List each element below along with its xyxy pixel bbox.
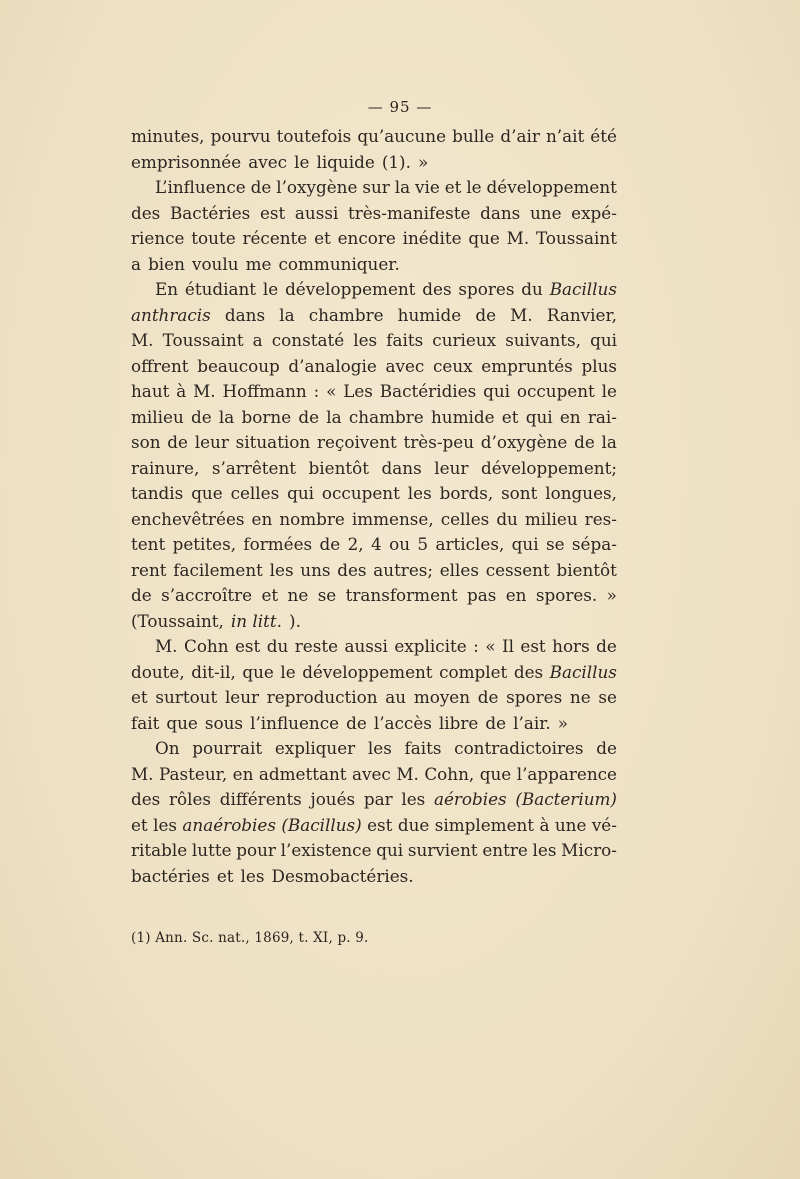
word: de bbox=[596, 636, 617, 656]
word: tandis bbox=[131, 483, 184, 503]
word: qui bbox=[511, 534, 539, 554]
word: une bbox=[554, 814, 587, 835]
word: qui bbox=[483, 381, 510, 401]
word: inédite bbox=[402, 228, 462, 248]
word: doute, bbox=[131, 661, 185, 682]
word: contradictoires bbox=[454, 738, 584, 758]
word: rôles bbox=[168, 789, 212, 809]
word: et bbox=[314, 228, 331, 248]
text-line bbox=[131, 738, 617, 764]
word: libre bbox=[438, 712, 479, 733]
word: spores bbox=[458, 279, 515, 299]
word: in litt. bbox=[230, 610, 282, 631]
word: bientôt bbox=[556, 559, 617, 580]
word: articles, bbox=[435, 534, 505, 554]
word: immense, bbox=[351, 508, 434, 529]
word: de bbox=[250, 177, 272, 197]
word: leur bbox=[224, 687, 260, 707]
page-number: — 95 — bbox=[367, 98, 433, 116]
word: On bbox=[155, 738, 180, 758]
word: Il bbox=[501, 636, 514, 656]
text-line bbox=[131, 177, 617, 203]
text-line bbox=[131, 687, 617, 713]
word: res- bbox=[584, 508, 617, 529]
word: bords, bbox=[439, 483, 494, 503]
word: ceux bbox=[433, 355, 473, 376]
word: fait bbox=[131, 712, 160, 733]
word: chambre bbox=[308, 304, 384, 325]
word: 2, bbox=[347, 534, 364, 554]
word: haut bbox=[131, 381, 170, 401]
word: très-manifeste bbox=[347, 202, 471, 223]
word: Hoffmann bbox=[222, 381, 307, 401]
text-line bbox=[131, 228, 617, 254]
word: explicite bbox=[394, 636, 467, 656]
word: étudiant bbox=[184, 279, 257, 299]
word: les bbox=[269, 559, 294, 580]
text-line bbox=[131, 407, 617, 433]
word: ne bbox=[569, 687, 591, 707]
word: ritable bbox=[131, 840, 188, 860]
word: M. bbox=[193, 381, 216, 401]
word: de bbox=[191, 406, 212, 427]
word: enchevêtrées bbox=[131, 508, 245, 529]
word: et bbox=[501, 406, 519, 427]
word: surtout bbox=[155, 687, 218, 707]
word: dans bbox=[381, 457, 422, 478]
word: M. bbox=[131, 763, 154, 784]
word: Desmobactéries. bbox=[271, 865, 414, 886]
word: développement bbox=[285, 279, 416, 299]
word: des bbox=[513, 661, 544, 682]
word: reste bbox=[294, 636, 339, 656]
word: pourrait bbox=[192, 738, 263, 758]
word: Bacillus bbox=[549, 279, 617, 299]
word: me bbox=[245, 253, 272, 274]
word: s’arrêtent bbox=[211, 457, 296, 478]
word: Bactéridies bbox=[379, 381, 477, 401]
word: spores. bbox=[535, 585, 598, 605]
text-line bbox=[131, 483, 617, 509]
word: qui bbox=[376, 840, 404, 860]
word: avec bbox=[385, 355, 425, 376]
word: à bbox=[539, 814, 550, 835]
word: occupent bbox=[516, 381, 595, 401]
word: anthracis bbox=[131, 304, 211, 325]
word: En bbox=[155, 279, 179, 299]
word: joués bbox=[310, 789, 356, 809]
text-line bbox=[131, 713, 617, 739]
word: se bbox=[317, 585, 337, 605]
word: à bbox=[176, 381, 187, 401]
word: en bbox=[251, 508, 273, 529]
word: de bbox=[131, 585, 152, 605]
word: M. bbox=[506, 228, 530, 248]
text-line bbox=[131, 840, 617, 866]
word: » bbox=[606, 585, 617, 605]
text-line bbox=[131, 764, 617, 790]
text-line bbox=[131, 534, 617, 560]
word: du bbox=[521, 279, 543, 299]
word: des bbox=[422, 279, 452, 299]
word: n’ait bbox=[545, 126, 585, 146]
word: l’air. bbox=[513, 712, 551, 733]
word: offrent bbox=[131, 355, 189, 376]
word: M. bbox=[396, 763, 419, 784]
text-line bbox=[131, 381, 617, 407]
text-line bbox=[131, 356, 617, 382]
word: des bbox=[131, 202, 161, 223]
word: que bbox=[166, 712, 198, 733]
word: plus bbox=[581, 355, 617, 376]
word: Pasteur, bbox=[159, 763, 228, 784]
text-line bbox=[131, 432, 617, 458]
word: les bbox=[367, 738, 392, 758]
word: ne bbox=[287, 585, 309, 605]
word: est bbox=[235, 636, 261, 656]
word: occupent bbox=[321, 483, 400, 503]
word: de bbox=[319, 534, 341, 554]
word: de bbox=[475, 304, 497, 325]
word: communiquer. bbox=[278, 253, 400, 274]
word: L’influence bbox=[155, 177, 246, 197]
word: que bbox=[468, 228, 500, 248]
word: le bbox=[280, 661, 296, 682]
word: et bbox=[216, 865, 234, 886]
word: chambre bbox=[348, 406, 424, 427]
word: l’accès bbox=[373, 712, 432, 733]
word: la bbox=[218, 406, 235, 427]
text-line bbox=[131, 662, 617, 688]
word: vé- bbox=[591, 814, 617, 835]
word: sur bbox=[362, 177, 390, 197]
word: par bbox=[363, 789, 393, 809]
word: l’existence bbox=[280, 840, 372, 860]
word: faits bbox=[404, 738, 442, 758]
word: admettant bbox=[258, 763, 347, 784]
word: due bbox=[397, 814, 430, 835]
word: en bbox=[559, 406, 581, 427]
word: les bbox=[401, 789, 426, 809]
word: bulle bbox=[452, 126, 495, 146]
word: la bbox=[601, 432, 617, 452]
word: la bbox=[394, 177, 411, 197]
word: est bbox=[259, 202, 286, 223]
text-line bbox=[131, 585, 617, 611]
word: et bbox=[261, 585, 279, 605]
word: situation bbox=[235, 432, 311, 452]
word: leur bbox=[194, 432, 229, 452]
text-line bbox=[131, 789, 617, 815]
word: milieu bbox=[524, 508, 578, 529]
word: développement bbox=[302, 661, 433, 682]
text-line bbox=[131, 152, 617, 178]
word: humide bbox=[430, 406, 495, 427]
text-line bbox=[131, 203, 617, 229]
word: ou bbox=[389, 534, 411, 554]
word: a bbox=[131, 253, 142, 274]
word: une bbox=[529, 202, 562, 223]
word: anaérobies bbox=[182, 814, 276, 835]
word: développement bbox=[486, 177, 617, 197]
word: rai- bbox=[587, 406, 617, 427]
word: est bbox=[520, 636, 546, 656]
word: que bbox=[191, 483, 223, 503]
text-line bbox=[131, 815, 617, 841]
word: borne bbox=[241, 406, 292, 427]
word: moyen bbox=[413, 687, 471, 707]
text-line bbox=[131, 636, 617, 662]
text-line bbox=[131, 458, 617, 484]
word: reçoivent bbox=[316, 432, 397, 452]
word: rience bbox=[131, 228, 185, 248]
word: et bbox=[444, 177, 462, 197]
word: nombre bbox=[279, 508, 345, 529]
word: Bacillus bbox=[549, 661, 617, 682]
word: de bbox=[346, 712, 367, 733]
word: avec bbox=[248, 151, 288, 172]
text-line bbox=[131, 509, 617, 535]
word: beaucoup bbox=[197, 355, 280, 376]
word: aussi bbox=[294, 202, 339, 223]
word: dans bbox=[224, 304, 266, 325]
word: M. bbox=[510, 304, 533, 325]
word: Micro- bbox=[561, 840, 617, 860]
word: ). bbox=[289, 610, 301, 631]
word: « bbox=[485, 636, 496, 656]
word: se bbox=[545, 534, 565, 554]
word: 5 bbox=[417, 534, 429, 554]
word: les bbox=[240, 865, 265, 886]
word: celles bbox=[440, 508, 490, 529]
word: les bbox=[407, 483, 432, 503]
word: M. bbox=[155, 636, 178, 656]
word: bien bbox=[148, 253, 185, 274]
word: faits bbox=[386, 330, 424, 350]
text-line bbox=[131, 254, 617, 280]
word: suivants, bbox=[505, 330, 581, 350]
word: sont bbox=[501, 483, 538, 503]
word: des bbox=[337, 559, 367, 580]
word: la bbox=[326, 406, 342, 427]
word: du bbox=[266, 636, 289, 656]
word: que bbox=[479, 763, 512, 784]
word: qui bbox=[287, 483, 315, 503]
word: liquide bbox=[316, 151, 375, 172]
word: Toussaint bbox=[536, 228, 617, 248]
word: été bbox=[590, 126, 617, 146]
word: Cohn, bbox=[424, 763, 475, 784]
word: en bbox=[505, 585, 527, 605]
word: uns bbox=[300, 559, 331, 580]
word: Toussaint bbox=[162, 330, 244, 350]
word: que bbox=[242, 661, 274, 682]
word: toute bbox=[191, 228, 236, 248]
word: emprisonnée bbox=[131, 151, 242, 172]
word: tent bbox=[131, 534, 166, 554]
word: les bbox=[532, 840, 557, 860]
word: développement; bbox=[480, 457, 617, 478]
word: les bbox=[153, 814, 178, 835]
word: des bbox=[131, 789, 161, 809]
word: survient bbox=[407, 840, 478, 860]
word: d’oxygène bbox=[480, 432, 568, 452]
word: Cohn bbox=[183, 636, 229, 656]
word: le bbox=[466, 177, 482, 197]
word: de bbox=[167, 432, 188, 452]
body-text bbox=[131, 126, 617, 891]
word: qui bbox=[590, 330, 617, 350]
word: l’apparence bbox=[516, 763, 617, 784]
word: transforment bbox=[345, 585, 458, 605]
word: toutefois bbox=[276, 126, 352, 146]
word: formées bbox=[243, 534, 313, 554]
word: cessent bbox=[485, 559, 550, 580]
word: rainure, bbox=[131, 457, 200, 478]
word: hors bbox=[552, 636, 590, 656]
word: reproduction bbox=[266, 687, 378, 707]
word: lutte bbox=[191, 840, 232, 860]
word: le bbox=[294, 151, 310, 172]
word: expé- bbox=[571, 202, 617, 223]
word: bientôt bbox=[308, 457, 369, 478]
word: de bbox=[485, 712, 507, 733]
word: » bbox=[417, 151, 429, 172]
word: (1). bbox=[381, 151, 411, 172]
word: (Bacillus) bbox=[281, 814, 362, 835]
text-line bbox=[131, 560, 617, 586]
word: celles bbox=[230, 483, 280, 503]
word: vie bbox=[415, 177, 440, 197]
word: la bbox=[279, 304, 295, 325]
word: sous bbox=[204, 712, 244, 733]
word: 4 bbox=[371, 534, 382, 554]
word: longues, bbox=[545, 483, 617, 503]
word: les bbox=[353, 330, 378, 350]
word: bactéries bbox=[131, 865, 210, 886]
word: petites, bbox=[172, 534, 237, 554]
word: milieu bbox=[131, 406, 184, 427]
word: et bbox=[131, 814, 148, 835]
word: Les bbox=[343, 381, 373, 401]
word: pas bbox=[466, 585, 497, 605]
word: Bactéries bbox=[169, 202, 251, 223]
word: le bbox=[262, 279, 279, 299]
word: spores bbox=[506, 687, 563, 707]
word: entre bbox=[482, 840, 528, 860]
word: le bbox=[601, 381, 617, 401]
word: récente bbox=[242, 228, 308, 248]
word: l’influence bbox=[250, 712, 340, 733]
word: : bbox=[313, 381, 320, 401]
word: leur bbox=[434, 457, 469, 478]
text-line bbox=[131, 305, 617, 331]
word: qui bbox=[525, 406, 553, 427]
word: » bbox=[557, 712, 569, 733]
footnote: (1) Ann. Sc. nat., 1869, t. XI, p. 9. bbox=[131, 930, 369, 946]
word: dans bbox=[480, 202, 521, 223]
word: de bbox=[574, 432, 595, 452]
word: d’analogie bbox=[288, 355, 377, 376]
word: pour bbox=[236, 840, 276, 860]
word: pourvu bbox=[210, 126, 271, 146]
word: Ranvier, bbox=[546, 304, 617, 325]
text-line bbox=[131, 330, 617, 356]
word: aussi bbox=[344, 636, 388, 656]
word: de bbox=[596, 738, 617, 758]
word: aérobies bbox=[433, 789, 507, 809]
word: son bbox=[131, 432, 161, 452]
word: expliquer bbox=[274, 738, 356, 758]
word: facilement bbox=[173, 559, 263, 580]
word: rent bbox=[131, 559, 167, 580]
word: curieux bbox=[432, 330, 497, 350]
word: (Bacterium) bbox=[515, 789, 617, 809]
word: a bbox=[252, 330, 263, 350]
word: empruntés bbox=[481, 355, 573, 376]
word: en bbox=[232, 763, 254, 784]
text-line bbox=[131, 279, 617, 305]
word: M. bbox=[131, 330, 154, 350]
word: l’oxygène bbox=[276, 177, 358, 197]
word: « bbox=[326, 381, 337, 401]
word: avec bbox=[352, 763, 391, 784]
word: (Toussaint, bbox=[131, 610, 224, 631]
word: encore bbox=[337, 228, 396, 248]
word: d’air bbox=[500, 126, 540, 146]
word: constaté bbox=[271, 330, 345, 350]
text-line bbox=[131, 611, 617, 637]
word: s’accroître bbox=[161, 585, 253, 605]
word: au bbox=[385, 687, 407, 707]
word: très-peu bbox=[403, 432, 475, 452]
word: du bbox=[496, 508, 518, 529]
word: sépa- bbox=[571, 534, 617, 554]
text-line bbox=[131, 866, 617, 892]
word: : bbox=[473, 636, 479, 656]
word: elles bbox=[439, 559, 479, 580]
word: voulu bbox=[191, 253, 239, 274]
word: complet bbox=[439, 661, 508, 682]
word: de bbox=[477, 687, 499, 707]
word: se bbox=[598, 687, 617, 707]
word: est bbox=[367, 814, 393, 835]
word: et bbox=[131, 687, 148, 707]
word: différents bbox=[219, 789, 302, 809]
word: humide bbox=[397, 304, 462, 325]
word: minutes, bbox=[131, 126, 205, 146]
word: autres; bbox=[373, 559, 434, 580]
word: simplement bbox=[434, 814, 535, 835]
word: de bbox=[298, 406, 320, 427]
word: dit-il, bbox=[191, 661, 236, 682]
word: qu’aucune bbox=[357, 126, 447, 146]
text-line bbox=[131, 126, 617, 152]
